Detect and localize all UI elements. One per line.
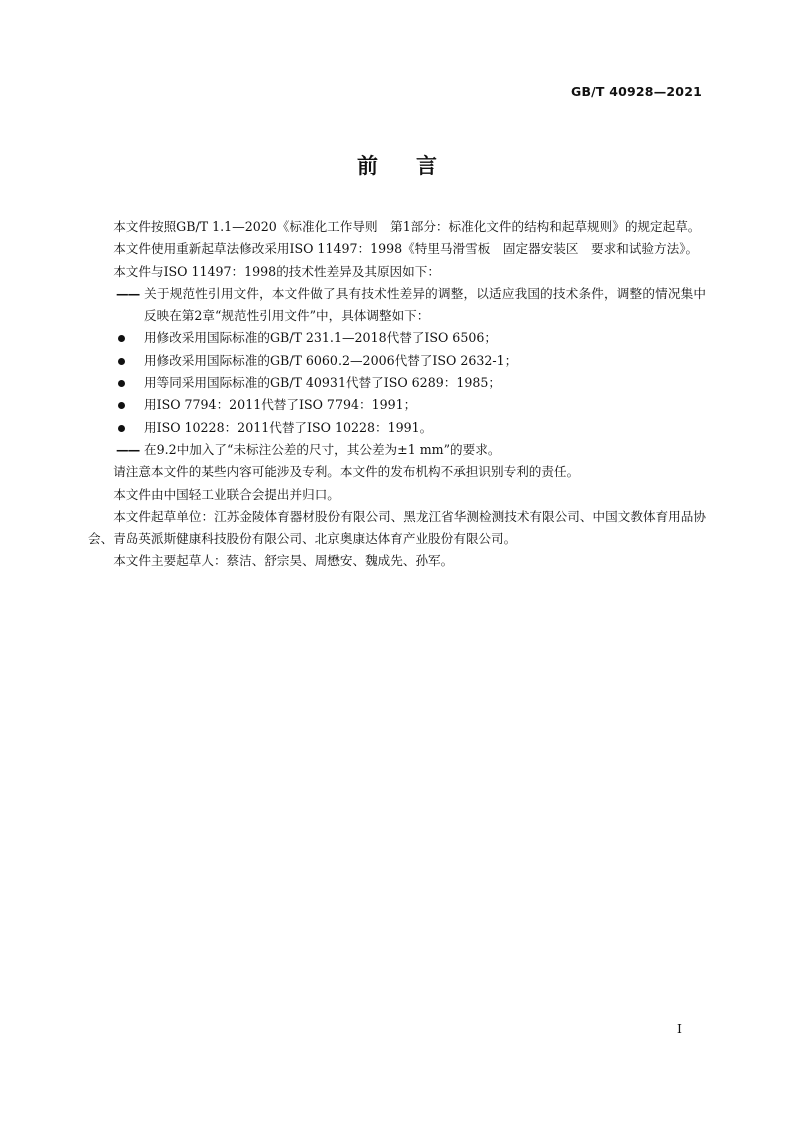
dash-item-text: 关于规范性引用文件，本文件做了具有技术性差异的调整，以适应我国的技术条件，调整的情况集中反映在第2章“规范性引用文件”中，具体调整如下：	[144, 285, 706, 324]
bullet-dot-icon	[118, 335, 125, 342]
paragraph-drafters: 本文件主要起草人：蔡洁、舒宗昊、周懋安、魏成先、孙军。	[113, 553, 454, 569]
title-char-1: 前	[357, 154, 378, 178]
foreword-body	[88, 216, 706, 573]
paragraph-patent-notice: 请注意本文件的某些内容可能涉及专利。本文件的发布机构不承担识别专利的责任。	[113, 464, 580, 480]
reference-adjustments-list	[88, 327, 706, 438]
bullet-dot-icon	[118, 380, 125, 387]
paragraph-differences-intro: 本文件与ISO 11497：1998的技术性差异及其原因如下：	[113, 263, 440, 279]
dash-item-tolerance	[88, 439, 706, 461]
list-item	[88, 350, 706, 372]
dash-item-normative-references	[88, 283, 706, 328]
standard-number: GB/T 40928—2021	[570, 84, 702, 99]
bullet-dot-icon	[118, 425, 125, 432]
list-item	[88, 327, 706, 349]
list-item-text: 用等同采用国际标准的GB/T 40931代替了ISO 6289：1985；	[144, 375, 501, 391]
paragraph-drafting-rules: 本文件按照GB/T 1.1—2020《标准化工作导则 第1部分：标准化文件的结构和起草规则》的规定起草。	[113, 219, 701, 234]
bullet-dot-icon	[118, 402, 125, 409]
paragraph-adoption-method: 本文件使用重新起草法修改采用ISO 11497：1998《特里马滑雪板 固定器安装区 要求和试验方法》。	[113, 241, 699, 257]
list-item	[88, 417, 706, 439]
list-item-text: 用修改采用国际标准的GB/T 6060.2—2006代替了ISO 2632-1；	[144, 352, 518, 368]
paragraph-drafting-units: 本文件起草单位：江苏金陵体育器材股份有限公司、黑龙江省华测检测技术有限公司、中国文教体育用品协会、青岛英派斯健康科技股份有限公司、北京奥康达体育产业股份有限公司。	[88, 508, 706, 547]
list-item	[88, 394, 706, 416]
title-char-2: 言	[416, 154, 437, 178]
bullet-dot-icon	[118, 358, 125, 365]
list-item-text: 用修改采用国际标准的GB/T 231.1—2018代替了ISO 6506；	[144, 330, 497, 346]
page-number: I	[677, 1021, 682, 1036]
paragraph-proposer: 本文件由中国轻工业联合会提出并归口。	[113, 486, 340, 502]
list-item-text: 用ISO 7794：2011代替了ISO 7794：1991；	[144, 397, 417, 413]
dash-item-text: 在9.2中加入了“未标注公差的尺寸，其公差为±1 mm”的要求。	[144, 441, 501, 457]
list-item	[88, 372, 706, 394]
dash-marker: ——	[116, 441, 140, 457]
dash-marker: ——	[116, 285, 140, 301]
page-title	[0, 150, 794, 180]
list-item-text: 用ISO 10228：2011代替了ISO 10228：1991。	[144, 419, 433, 435]
